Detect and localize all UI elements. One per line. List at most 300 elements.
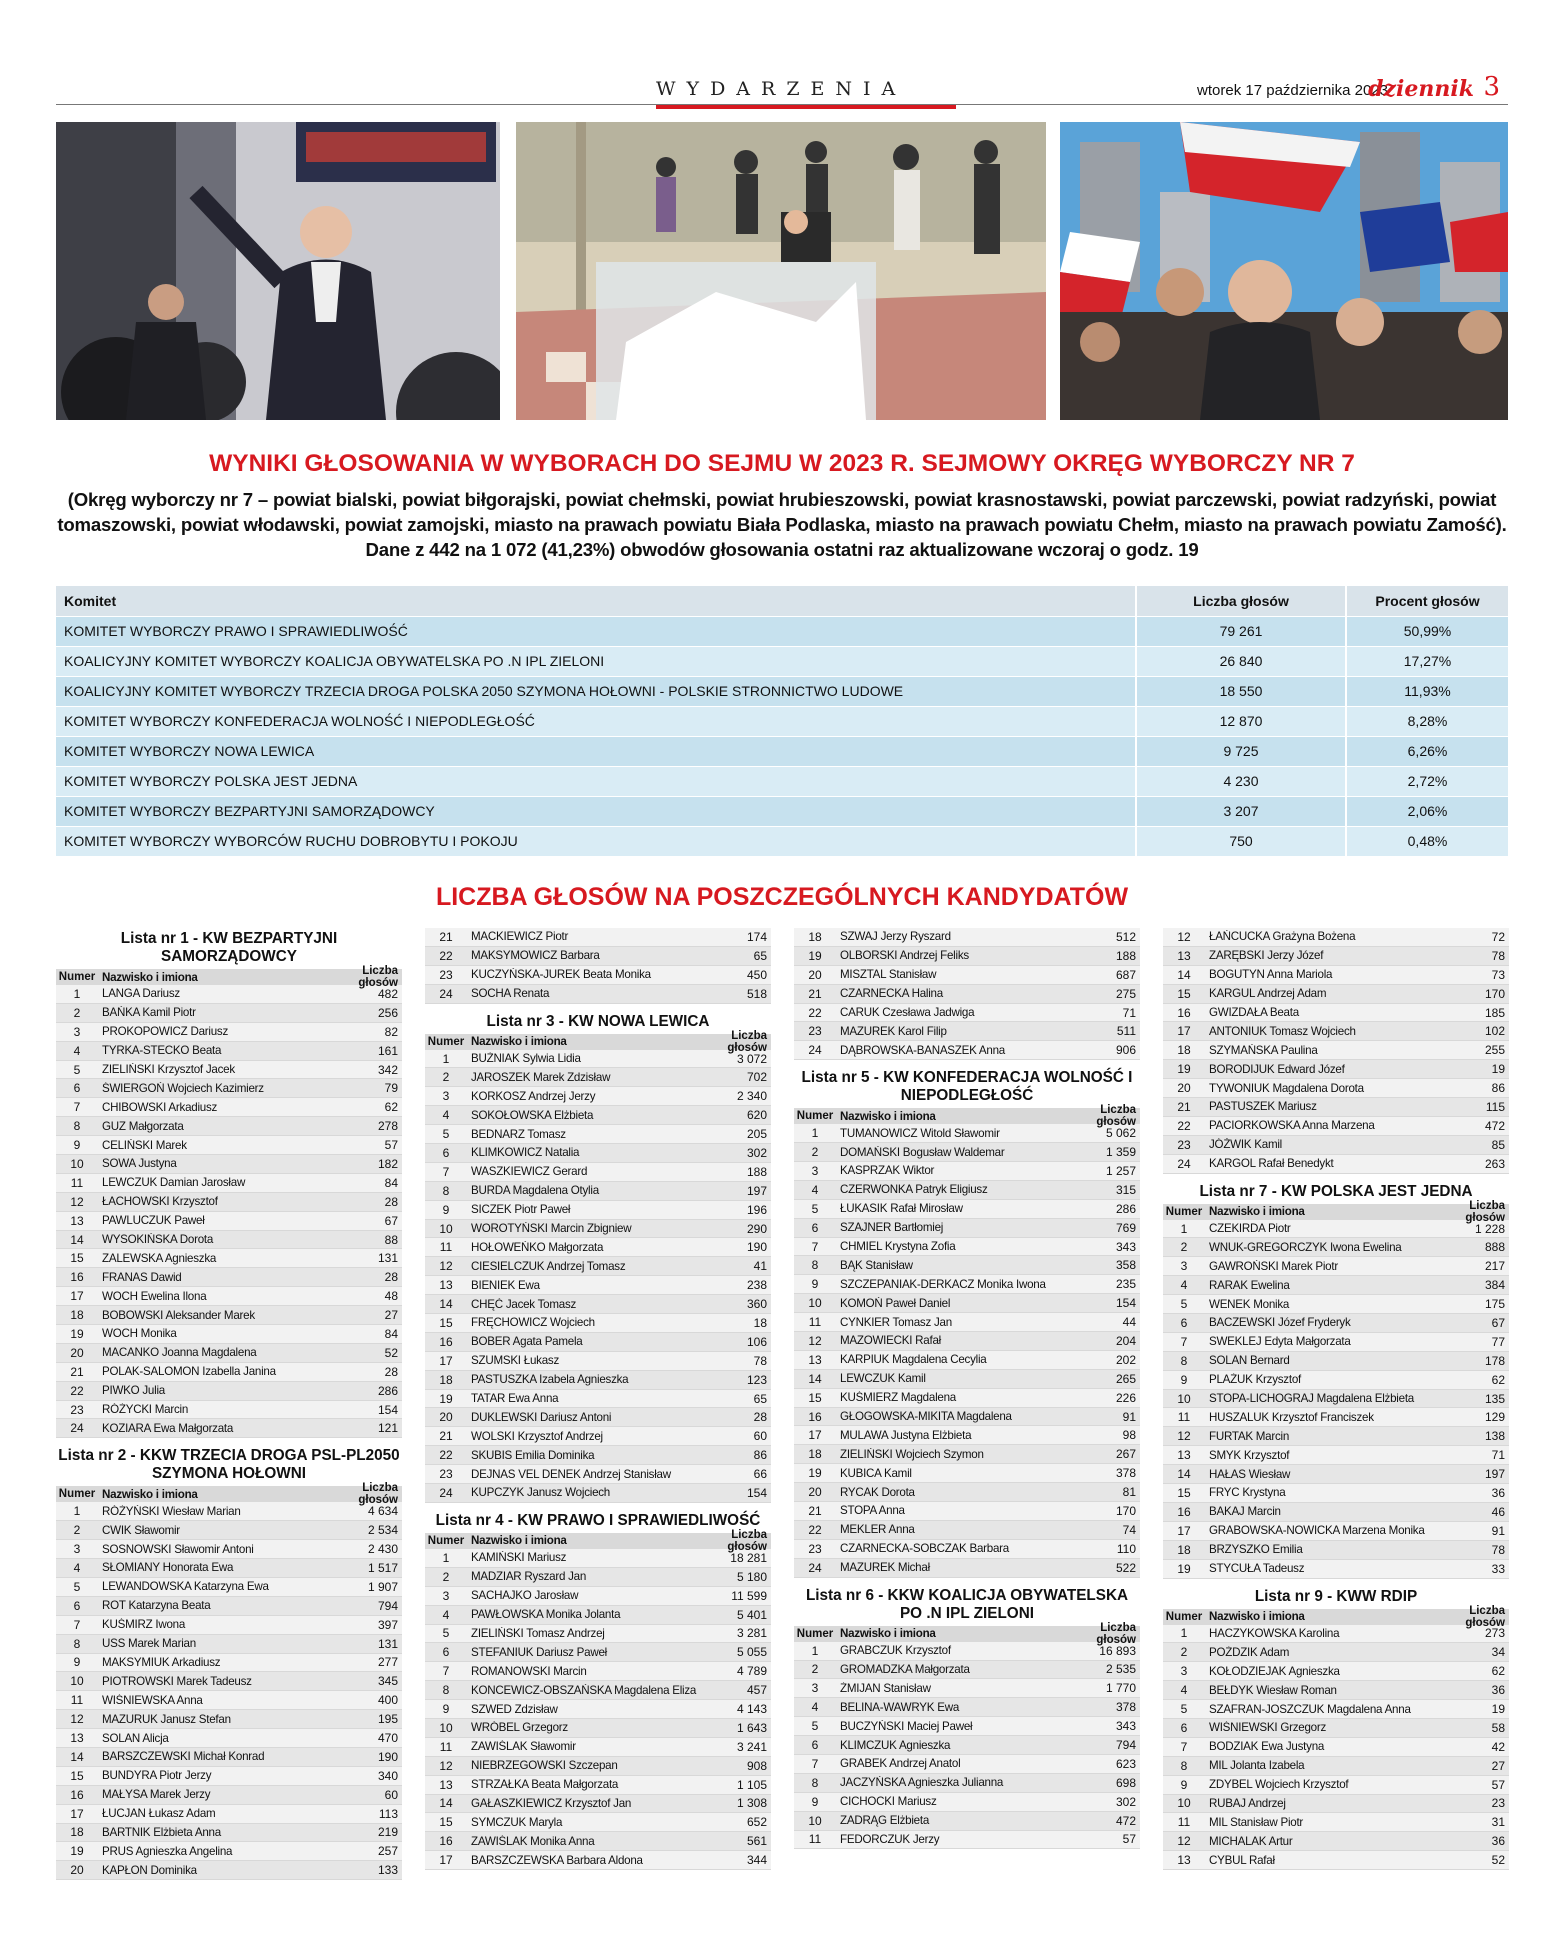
candidate-name: CYBUL Rafał [1209, 1853, 1275, 1867]
candidate-row [1163, 1832, 1509, 1851]
candidate-votes: 86 [1491, 1081, 1505, 1096]
candidate-votes: 275 [1115, 986, 1136, 1001]
candidate-votes: 286 [1115, 1201, 1136, 1216]
candidate-row [56, 1419, 402, 1438]
candidate-name: CZARNECKA Halina [840, 987, 943, 1001]
candidate-row [425, 1144, 771, 1163]
candidate-row [1163, 1022, 1509, 1041]
candidate-name: RYCAK Dorota [840, 1485, 915, 1499]
votes-header: Liczba głosów [1096, 1104, 1136, 1129]
candidate-row [56, 1805, 402, 1824]
candidate-row [1163, 1700, 1509, 1719]
candidate-name: KAPŁON Dominika [102, 1863, 197, 1877]
committee-votes: 9 725 [1136, 736, 1346, 766]
candidate-name: BUŻNIAK Sylwia Lidia [471, 1052, 581, 1065]
candidate-number: 24 [439, 986, 453, 1001]
candidate-row [794, 1642, 1140, 1661]
candidate-row [1163, 1079, 1509, 1098]
candidate-row [794, 1041, 1140, 1060]
candidate-number: 19 [808, 1466, 822, 1481]
candidate-number: 17 [70, 1289, 84, 1304]
candidate-name: RUBAJ Andrzej [1209, 1796, 1286, 1810]
candidate-name: BAKAJ Marcin [1209, 1505, 1281, 1519]
candidate-votes: 2 430 [367, 1542, 398, 1557]
candidate-votes: 58 [1491, 1720, 1505, 1735]
candidate-name: PROKOPOWICZ Dariusz [102, 1025, 229, 1039]
candidate-name: WOCH Ewelina Ilona [102, 1289, 207, 1303]
candidate-name: PIOTROWSKI Marek Tadeusz [102, 1674, 252, 1688]
candidate-row [56, 1729, 402, 1748]
candidate-row [1163, 1776, 1509, 1795]
candidate-row [794, 1717, 1140, 1736]
candidate-votes: 57 [1122, 1832, 1136, 1847]
list-title: Lista nr 1 - KW BEZPARTYJNI SAMORZĄDOWCY [120, 930, 338, 965]
candidate-votes: 34 [1491, 1645, 1505, 1660]
candidate-number: 9 [73, 1655, 81, 1670]
candidate-row [425, 1643, 771, 1662]
candidate-name: WASZKIEWICZ Gerard [471, 1165, 588, 1179]
candidate-name: SZCZEPANIAK-DERKACZ Monika Iwona [840, 1277, 1046, 1291]
candidate-votes: 238 [746, 1278, 767, 1293]
candidate-number: 14 [70, 1749, 84, 1764]
candidate-name: DEJNAS VEL DENEK Andrzej Stanisław [471, 1467, 671, 1481]
candidate-number: 8 [73, 1119, 81, 1134]
candidate-number: 22 [439, 1448, 453, 1463]
candidate-row [794, 947, 1140, 966]
candidate-name: ŚWIERGOŃ Wojciech Kazimierz [102, 1081, 264, 1095]
candidate-votes: 106 [746, 1334, 767, 1349]
candidate-row [425, 1568, 771, 1587]
candidate-votes: 71 [1491, 1448, 1505, 1463]
candidate-number: 10 [439, 1221, 453, 1236]
candidate-number: 7 [1180, 1334, 1188, 1349]
candidate-name: HAŁAS Wiesław [1209, 1467, 1291, 1481]
candidate-name: KUŚMIERZ Magdalena [840, 1391, 956, 1405]
candidate-votes: 2 534 [367, 1523, 398, 1538]
candidate-name: PAWLUCZUK Paweł [102, 1214, 205, 1228]
candidate-name: ZARĘBSKI Jerzy Józef [1209, 949, 1324, 963]
candidate-number: 6 [442, 1645, 450, 1660]
candidate-row [425, 947, 771, 966]
candidate-row [425, 1408, 771, 1427]
candidate-votes: 1 907 [367, 1579, 398, 1594]
candidate-number: 20 [70, 1345, 84, 1360]
candidate-name: SOLAN Bernard [1209, 1354, 1290, 1368]
candidate-votes: 1 643 [736, 1720, 767, 1735]
newspaper-logo: dziennik [1368, 76, 1474, 102]
candidate-number: 18 [808, 929, 822, 944]
candidate-row [794, 1426, 1140, 1445]
candidate-votes: 908 [746, 1758, 767, 1773]
candidate-name: ZALEWSKA Agnieszka [102, 1251, 217, 1265]
candidate-row [794, 1275, 1140, 1294]
candidate-row [56, 1098, 402, 1117]
candidate-name: CARUK Czesława Jadwiga [840, 1006, 975, 1019]
candidate-votes: 277 [377, 1655, 398, 1670]
candidate-table-header [794, 1621, 1140, 1646]
candidate-votes: 65 [753, 1391, 767, 1406]
candidate-votes: 28 [384, 1270, 398, 1285]
candidate-votes: 31 [1491, 1815, 1505, 1830]
candidate-name: BAŃKA Kamil Piotr [102, 1006, 196, 1020]
candidate-number: 17 [808, 1428, 822, 1443]
candidate-name: SWEKLEJ Edyta Małgorzata [1209, 1335, 1351, 1349]
candidate-row [56, 1710, 402, 1729]
candidate-row [56, 1635, 402, 1654]
candidate-number: 22 [70, 1383, 84, 1398]
candidate-number: 15 [1177, 986, 1191, 1001]
candidate-name: GŁOGOWSKA-MIKITA Magdalena [840, 1410, 1012, 1424]
results-header-row [56, 586, 1508, 616]
candidate-votes: 290 [746, 1221, 767, 1236]
candidates-column-2 [425, 928, 771, 1870]
committee-name: KOMITET WYBORCZY POLSKA JEST JEDNA [56, 766, 1136, 796]
candidate-votes: 302 [1115, 1794, 1136, 1809]
candidate-name: FEDORCZUK Jerzy [840, 1832, 940, 1846]
candidate-votes: 67 [384, 1213, 398, 1228]
candidate-number: 24 [70, 1421, 84, 1436]
candidate-votes: 175 [1484, 1297, 1505, 1312]
candidate-row [56, 1344, 402, 1363]
candidate-votes: 18 [753, 1315, 767, 1330]
candidate-row [425, 1106, 771, 1125]
committee-name: KOMITET WYBORCZY NOWA LEWICA [56, 736, 1136, 766]
candidate-votes: 235 [1115, 1277, 1136, 1292]
candidate-votes: 161 [377, 1043, 398, 1058]
candidate-votes: 174 [746, 929, 767, 944]
candidate-number: 15 [70, 1251, 84, 1266]
candidate-votes: 196 [746, 1202, 767, 1217]
candidate-votes: 28 [753, 1410, 767, 1425]
candidate-name: RARAK Ewelina [1209, 1278, 1290, 1292]
candidate-list [1163, 1625, 1509, 1871]
candidate-number: 5 [73, 1062, 81, 1077]
candidate-name: SZWED Zdzisław [471, 1702, 558, 1716]
candidate-number: 15 [439, 1315, 453, 1330]
candidate-name: BURDA Magdalena Otylia [471, 1184, 599, 1198]
candidate-list [794, 1642, 1140, 1850]
candidate-row [1163, 985, 1509, 1004]
candidate-number: 4 [1180, 1683, 1188, 1698]
candidate-votes: 1 308 [736, 1796, 767, 1811]
candidate-number: 10 [1177, 1796, 1191, 1811]
candidate-number: 1 [1180, 1626, 1188, 1641]
photo-politician-speech [56, 122, 500, 420]
candidate-name: BUNDYRA Piotr Jerzy [102, 1769, 212, 1783]
candidate-row [794, 1736, 1140, 1755]
candidate-number: 10 [808, 1296, 822, 1311]
candidate-name: ZADRĄG Elżbieta [840, 1814, 930, 1828]
candidate-row [1163, 1060, 1509, 1079]
candidate-votes: 42 [1491, 1739, 1505, 1754]
candidate-table-header [56, 1482, 402, 1507]
candidate-number: 17 [1177, 1523, 1191, 1538]
candidate-name: KOŁODZIEJAK Agnieszka [1209, 1664, 1340, 1678]
candidate-row [425, 1719, 771, 1738]
candidate-name: MACKIEWICZ Piotr [471, 930, 569, 944]
candidate-name: WYSOKIŃSKA Dorota [102, 1233, 214, 1247]
candidate-name: WNUK-GREGORCZYK Iwona Ewelina [1209, 1240, 1402, 1254]
candidate-row [425, 1587, 771, 1606]
candidate-votes: 73 [1491, 967, 1505, 982]
candidate-number: 24 [808, 1560, 822, 1575]
candidate-list [1163, 928, 1509, 1174]
candidate-name: STYCUŁA Tadeusz [1209, 1562, 1305, 1576]
candidate-name: MAKSYMOWICZ Barbara [471, 949, 600, 963]
candidate-row [56, 1691, 402, 1710]
candidate-votes: 46 [1491, 1504, 1505, 1519]
candidate-row [425, 1276, 771, 1295]
number-header: Numer [1165, 1610, 1203, 1623]
candidate-number: 4 [811, 1182, 819, 1197]
candidate-votes: 133 [377, 1863, 398, 1878]
candidate-name: BUCZYŃSKI Maciej Paweł [840, 1719, 973, 1733]
candidate-name: MAKSYMIUK Arkadiusz [102, 1655, 221, 1669]
committee-votes: 750 [1136, 826, 1346, 856]
candidate-number: 8 [811, 1258, 819, 1273]
number-header: Numer [427, 1035, 465, 1048]
candidate-number: 19 [70, 1844, 84, 1859]
candidate-row [1163, 1719, 1509, 1738]
candidate-number: 23 [808, 1024, 822, 1039]
candidate-name: KUŚMIRZ Iwona [102, 1618, 186, 1632]
candidate-votes: 360 [746, 1297, 767, 1312]
candidate-row [1163, 1465, 1509, 1484]
candidate-name: BEŁDYK Wiesław Roman [1209, 1683, 1337, 1697]
candidate-name: SYMCZUK Maryla [471, 1815, 563, 1829]
candidate-name: SMYK Krzysztof [1209, 1448, 1290, 1462]
candidate-votes: 77 [1491, 1334, 1505, 1349]
results-row [56, 736, 1508, 766]
candidate-name: GAWROŃSKI Marek Piotr [1209, 1259, 1338, 1273]
candidate-votes: 255 [1484, 1043, 1505, 1058]
candidate-row [1163, 1220, 1509, 1239]
candidate-row [425, 1068, 771, 1087]
candidate-number: 14 [70, 1232, 84, 1247]
candidate-votes: 18 281 [730, 1550, 767, 1565]
candidate-votes: 482 [377, 986, 398, 1001]
candidate-votes: 102 [1484, 1024, 1505, 1039]
candidate-row [1163, 1541, 1509, 1560]
candidate-number: 18 [70, 1825, 84, 1840]
candidate-votes: 4 789 [736, 1664, 767, 1679]
candidate-number: 19 [439, 1391, 453, 1406]
candidate-votes: 1 257 [1105, 1163, 1136, 1178]
candidate-row [56, 1824, 402, 1843]
candidate-row [1163, 1155, 1509, 1174]
candidate-name: BĄK Stanisław [840, 1258, 913, 1272]
candidate-name: KOZIARA Ewa Małgorzata [102, 1421, 234, 1435]
candidate-row [56, 1212, 402, 1231]
candidate-name: CZARNECKA-SOBCZAK Barbara [840, 1542, 1009, 1556]
candidate-name: BOGUTYN Anna Mariola [1209, 968, 1333, 982]
candidate-name: FRĘCHOWICZ Wojciech [471, 1316, 595, 1330]
candidate-row [425, 1257, 771, 1276]
candidate-row [1163, 1681, 1509, 1700]
candidate-number: 8 [1180, 1353, 1188, 1368]
photo-ballot-box [516, 122, 1046, 420]
votes-header: Liczba głosów [1096, 1621, 1136, 1646]
candidate-name: DOMAŃSKI Bogusław Waldemar [840, 1145, 1005, 1159]
candidate-votes: 263 [1484, 1156, 1505, 1171]
candidate-votes: 278 [377, 1119, 398, 1134]
candidate-name: PACIORKOWSKA Anna Marzena [1209, 1119, 1375, 1133]
candidate-votes: 62 [384, 1100, 398, 1115]
candidates-column-4 [1163, 928, 1509, 1870]
candidate-number: 18 [439, 1372, 453, 1387]
candidate-row [1163, 1851, 1509, 1870]
candidate-number: 2 [811, 1662, 819, 1677]
candidate-row [56, 1616, 402, 1635]
candidate-name: FRYC Krystyna [1209, 1486, 1286, 1500]
candidate-row [794, 1661, 1140, 1680]
candidate-number: 23 [439, 967, 453, 982]
candidate-row [794, 1022, 1140, 1041]
candidate-list [425, 1549, 771, 1870]
candidate-list [425, 1050, 771, 1503]
candidate-votes: 5 180 [736, 1569, 767, 1584]
candidate-name: CYNKIER Tomasz Jan [840, 1315, 952, 1329]
candidate-votes: 257 [377, 1844, 398, 1859]
candidate-number: 16 [1177, 1005, 1191, 1020]
candidate-row [794, 1698, 1140, 1717]
candidate-votes: 138 [1484, 1429, 1505, 1444]
candidate-row [1163, 1560, 1509, 1579]
candidate-name: KOMOŃ Paweł Daniel [840, 1296, 951, 1310]
candidate-name: CHMIEL Krystyna Zofia [840, 1240, 956, 1254]
candidate-votes: 74 [1122, 1522, 1136, 1537]
candidate-number: 20 [439, 1410, 453, 1425]
candidate-name: BEDNARZ Tomasz [471, 1127, 566, 1141]
candidate-name: TYRKA-STECKO Beata [102, 1044, 222, 1058]
candidate-votes: 33 [1491, 1561, 1505, 1576]
candidate-votes: 1 359 [1105, 1145, 1136, 1160]
candidate-name: SZWAJ Jerzy Ryszard [840, 930, 951, 944]
candidate-row [1163, 1408, 1509, 1427]
candidate-number: 8 [1180, 1758, 1188, 1773]
candidate-row [56, 1861, 402, 1880]
candidate-row [425, 1813, 771, 1832]
candidate-name: BELINA-WAWRYK Ewa [840, 1700, 960, 1714]
candidate-number: 3 [442, 1588, 450, 1603]
candidate-name: MACANKO Joanna Magdalena [102, 1346, 257, 1360]
candidate-row [794, 1521, 1140, 1540]
candidate-row [794, 1445, 1140, 1464]
candidate-number: 1 [811, 1126, 819, 1141]
photo-march-flags [1060, 122, 1508, 420]
candidate-votes: 65 [753, 948, 767, 963]
candidate-number: 9 [442, 1202, 450, 1217]
candidate-votes: 5 401 [736, 1607, 767, 1622]
candidate-number: 17 [1177, 1024, 1191, 1039]
candidate-number: 2 [1180, 1645, 1188, 1660]
candidate-number: 10 [1177, 1391, 1191, 1406]
candidate-row [794, 966, 1140, 985]
candidate-name: BODZIAK Ewa Justyna [1209, 1740, 1325, 1754]
candidate-votes: 27 [384, 1308, 398, 1323]
candidate-votes: 217 [1484, 1259, 1505, 1274]
candidate-number: 6 [811, 1220, 819, 1235]
candidate-votes: 202 [1115, 1352, 1136, 1367]
candidate-number: 13 [1177, 948, 1191, 963]
candidate-number: 1 [73, 1504, 81, 1519]
candidate-votes: 81 [1122, 1485, 1136, 1500]
candidate-row [1163, 928, 1509, 947]
candidate-number: 7 [442, 1164, 450, 1179]
candidate-number: 16 [439, 1834, 453, 1849]
candidate-number: 1 [442, 1550, 450, 1565]
candidate-number: 23 [70, 1402, 84, 1417]
candidate-number: 5 [1180, 1297, 1188, 1312]
candidate-votes: 4 634 [367, 1504, 398, 1519]
candidate-number: 6 [73, 1598, 81, 1613]
candidate-row [56, 1117, 402, 1136]
candidate-name: FRANAS Dawid [102, 1270, 182, 1284]
candidate-row [56, 1193, 402, 1212]
percent-header: Procent głosów [1346, 586, 1508, 616]
candidate-number: 23 [439, 1467, 453, 1482]
committee-name: KOMITET WYBORCZY BEZPARTYJNI SAMORZĄDOWCY [56, 796, 1136, 826]
candidate-votes: 11 599 [731, 1588, 767, 1603]
candidate-number: 12 [439, 1259, 453, 1274]
candidate-name: TATAR Ewa Anna [471, 1392, 559, 1406]
candidate-name: TUMANOWICZ Witold Sławomir [840, 1126, 1000, 1140]
candidate-votes: 60 [384, 1787, 398, 1802]
candidate-votes: 62 [1491, 1372, 1505, 1387]
candidate-number: 15 [70, 1768, 84, 1783]
candidate-name: GRABOWSKA-NOWICKA Marzena Monika [1209, 1524, 1425, 1538]
candidate-number: 23 [808, 1541, 822, 1556]
candidate-votes: 273 [1484, 1626, 1505, 1641]
candidate-row [56, 1842, 402, 1861]
candidate-name: FURTAK Marcin [1209, 1429, 1290, 1443]
votes-header: Liczba głosów [727, 1528, 767, 1553]
number-header: Numer [427, 1534, 465, 1547]
candidate-number: 11 [808, 1832, 822, 1847]
candidate-votes: 72 [1491, 929, 1505, 944]
candidate-votes: 182 [377, 1156, 398, 1171]
candidate-row [425, 1446, 771, 1465]
candidate-name: ZIELIŃSKI Krzysztof Jacek [102, 1063, 235, 1076]
candidate-row [425, 1352, 771, 1371]
candidate-table-header [1163, 1199, 1509, 1224]
candidate-number: 10 [70, 1156, 84, 1171]
candidate-number: 4 [442, 1108, 450, 1123]
votes-header: Liczba głosów [358, 965, 398, 989]
candidate-votes: 71 [1122, 1005, 1136, 1020]
candidate-name: MADZIAR Ryszard Jan [471, 1570, 587, 1584]
candidate-votes: 378 [1115, 1700, 1136, 1715]
candidate-number: 14 [808, 1371, 822, 1386]
candidate-name: BARSZCZEWSKI Michał Konrad [102, 1750, 265, 1764]
candidate-votes: 57 [1491, 1777, 1505, 1792]
name-header: Nazwisko i imiona [840, 1627, 936, 1641]
candidate-row [1163, 1352, 1509, 1371]
committee-votes: 79 261 [1136, 616, 1346, 646]
candidate-row [794, 1219, 1140, 1238]
results-row [56, 766, 1508, 796]
candidate-name: ZIELIŃSKI Tomasz Andrzej [471, 1626, 605, 1640]
candidate-number: 21 [70, 1364, 84, 1379]
candidate-row [794, 1559, 1140, 1578]
candidate-votes: 110 [1116, 1541, 1136, 1556]
candidate-row [425, 1314, 771, 1333]
list-title: Lista nr 2 - KKW TRZECIA DROGA PSL-PL2050 SZYMONA HOŁOWNI [58, 1447, 400, 1483]
candidate-row [425, 1220, 771, 1239]
candidate-name: BRZYSZKO Emilia [1209, 1543, 1303, 1557]
committee-percent: 0,48% [1346, 826, 1508, 856]
candidate-row [1163, 1625, 1509, 1644]
